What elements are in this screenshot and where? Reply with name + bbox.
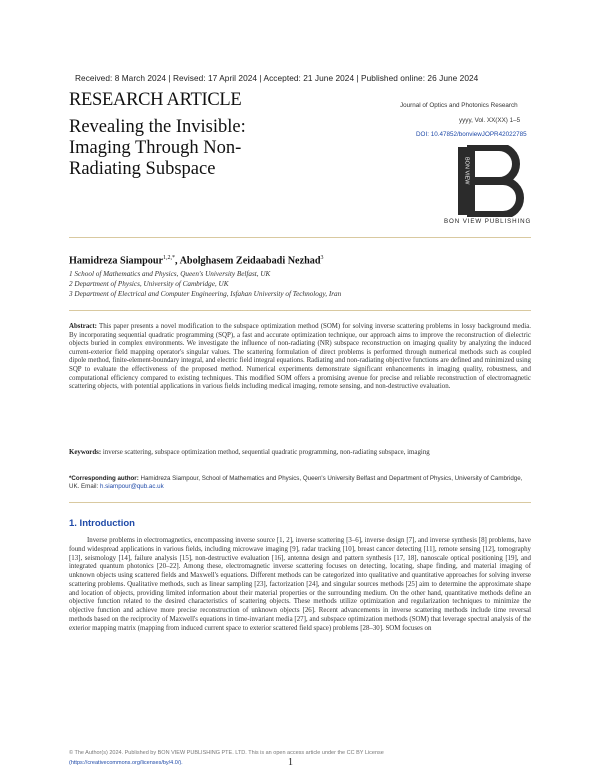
author-separator: ,	[175, 255, 180, 267]
license-link[interactable]: (https://creativecommons.org/licenses/by/4.0/).	[69, 760, 183, 766]
correspondence	[69, 475, 531, 490]
paper-title: Revealing the Invisible: Imaging Through Non-Radiating Subspace	[69, 117, 246, 179]
keywords	[69, 449, 531, 458]
copyright-notice: © The Author(s) 2024. Published by BON VIEW PUBLISHING PTE. LTD. This is an open access article under the CC BY License	[69, 750, 384, 756]
correspondence-text: Hamidreza Siampour, School of Mathematics and Physics, Queen's University Belfast and Department of Physics, University of Cambridge, UK. Email:	[69, 475, 523, 490]
header-divider	[69, 237, 531, 238]
abstract-divider-bottom	[69, 502, 531, 503]
affiliation-2: 2 Department of Physics, University of Cambridge, UK	[69, 280, 229, 288]
author-2: Abolghasem Zeidaabadi Nezhad	[179, 255, 321, 267]
author-2-affiliation: 3	[320, 255, 324, 261]
affiliation-3: 3 Department of Electrical and Computer Engineering, Isfahan University of Technology, Iran	[69, 290, 342, 298]
correspondence-label: *Corresponding author:	[69, 475, 139, 482]
keywords-label: Keywords:	[69, 449, 102, 456]
journal-name: Journal of Optics and Photonics Research	[400, 102, 518, 109]
introduction-text: Inverse problems in electromagnetics, encompassing inverse source [1, 2], inverse scattering [3–6], inverse design [7], and inverse synthesis [8] problems, have found widespread applications in various fields, including microwave imaging [9], radar tracking [10], breast cancer detecting [11], remote sensing [12], tomography [13], seismology [14], failure analysis [15], non-destructive evaluation [16], antenna design and pattern synthesis [17, 18], nanoscale optical positioning [19], and integrated quantum photonics [20–22]. Among these, electromagnetic inverse scattering focuses on detecting, locating, shape finding, and material imaging of unknown objects using scattered fields and Maxwell's equations. Different methods can be categorized into qualitative and quantitative approaches for solving inverse scattering problems. Qualitative methods, such as linear sampling [23], factorization [24], and singular sources methods [25] aim to determine the approximate shape and location of objects, providing limited information about their material properties or the surrounding medium. On the other hand, quantitative methods define an objective function related to the desired characteristics of scattering objects. These methods utilize optimization and regularization techniques to minimize the objective function and achieve more precise reconstruction of unknown objects [26]. Recent advancements in inverse scattering methods include time reversal methods based on the reciprocity of Maxwell's equations in time-invariant media [27], and subspace optimization methods (SOM) that leverage spectral analysis of the exterior mapping matrix (mapping from induced current space to exterior scattered field space) problems [28–30]. SOM focuses on	[69, 537, 531, 632]
publisher-name: BON VIEW PUBLISHING	[444, 218, 532, 225]
publisher-logo	[455, 145, 527, 217]
author-list	[69, 255, 324, 266]
abstract-divider-top	[69, 310, 531, 311]
abstract-label: Abstract:	[69, 323, 97, 330]
doi-link[interactable]: DOI: 10.47852/bonviewJOPR42022785	[416, 131, 527, 138]
publication-dates: Received: 8 March 2024 | Revised: 17 April 2024 | Accepted: 21 June 2024 | Published online: 26 June 2024	[75, 73, 479, 83]
corresponding-email[interactable]: h.siampour@qub.ac.uk	[99, 482, 164, 490]
keywords-text: inverse scattering, subspace optimization method, sequential quadratic programming, non-radiating subspace, imaging	[102, 449, 430, 456]
affiliation-1: 1 School of Mathematics and Physics, Queen's University Belfast, UK	[69, 270, 271, 278]
page-number: 1	[288, 757, 293, 768]
author-1: Hamidreza Siampour	[69, 255, 164, 267]
article-type: RESEARCH ARTICLE	[69, 90, 242, 110]
abstract-text: This paper presents a novel modification to the subspace optimization method (SOM) for solving inverse scattering problems in lossy background media. By incorporating sequential quadratic programming (SQP), a fast and accurate optimization technique, our approach aims to improve the reconstruction of dielectric objects buried in complex environments. We investigate the influence of non-radiating (NR) subspace reconstruction on imaging quality by analyzing the induced current-exterior field mapping operator's singular values. The scattering formulation of direct problems is performed through numerical methods such as coupled dipole method, finite-element-boundary integral, and electric field integral equations. Radiating and non-radiating objective functions are defined and minimized using SQP to evaluate the effectiveness of the proposed method. Numerical experiments demonstrate significant enhancements in imaging quality, robustness, and computational efficiency compared to existing techniques. This modified SOM offers a promising avenue for precise and reliable reconstruction of electromagnetic scattering objects, with potential applications in various fields including medical imaging, remote sensing, and non-destructive evaluation.	[69, 323, 531, 391]
journal-volume: yyyy, Vol. XX(XX) 1–5	[459, 117, 521, 124]
abstract	[69, 323, 531, 392]
section-heading: 1. Introduction	[69, 518, 135, 529]
author-1-affiliation: 1,2,*	[163, 255, 176, 261]
logo-text: BON VIEW	[463, 157, 470, 185]
